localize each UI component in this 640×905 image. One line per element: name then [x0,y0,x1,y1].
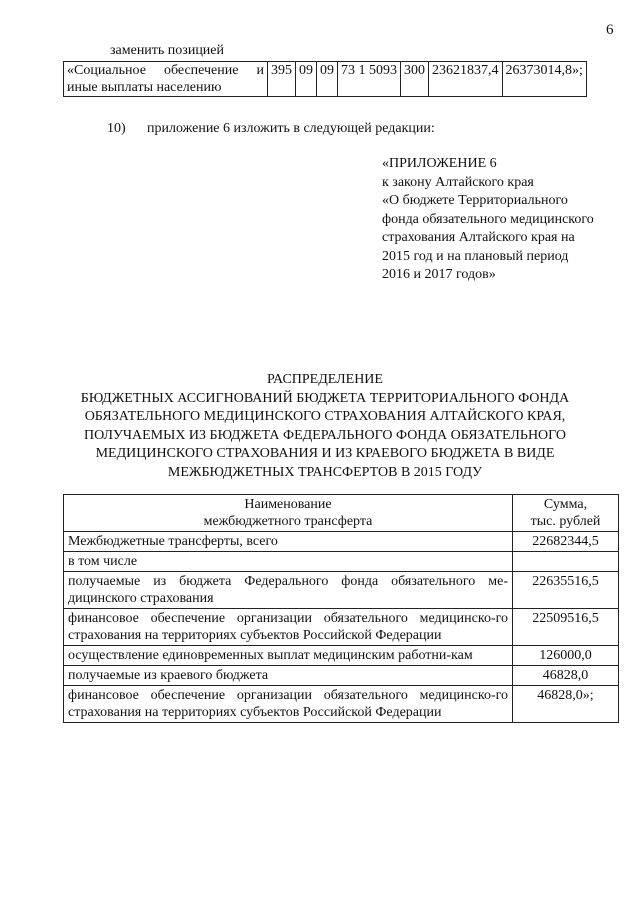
appendix-line: 2015 год и на плановый период [382,248,569,264]
row-sum: 22509516,5 [513,609,619,646]
replacement-row-name [64,62,268,97]
header-name-line2: межбюджетного трансферта [203,514,373,529]
table-row [64,532,619,552]
row-name: финансовое обеспечение организации обязательного медицинско-го страхования на территориях субъектов Российской Федерации [64,609,513,646]
header-sum-line1: Сумма, [543,497,588,512]
replacement-name-line1: «Социальное обеспечение и [67,63,264,78]
row-sum: 22635516,5 [513,572,619,609]
row-sum: 46828,0»; [513,686,619,723]
appendix-line: «ПРИЛОЖЕНИЕ 6 [382,156,497,171]
row-name: в том числе [64,552,513,572]
table-row [64,609,619,646]
replacement-row-table [63,61,587,97]
header-sum [513,495,619,532]
row-name: финансовое обеспечение организации обязательного медицинско-го страхования на территориях субъектов Российской Федерации [64,686,513,723]
row-name: получаемые из краевого бюджета [64,666,513,686]
item-10-number: 10) [107,121,126,136]
header-sum-line2: тыс. рублей [530,514,601,529]
header-name [64,495,513,532]
replacement-cell: 73 1 5093 [338,62,401,97]
row-name: осуществление единовременных выплат медицинским работни-кам [64,646,513,666]
replacement-cell: 300 [401,62,429,97]
table-row [64,62,587,97]
table-row [64,572,619,609]
title-line: ПОЛУЧАЕМЫХ ИЗ БЮДЖЕТА ФЕДЕРАЛЬНОГО ФОНДА ОБЯЗАТЕЛЬНОГО [83,427,567,443]
replacement-name-line2: иные выплаты населению [67,80,222,95]
document-title [60,371,590,482]
appendix-line: «О бюджете Территориального [382,193,568,208]
table-header-row [64,495,619,532]
table-row [64,646,619,666]
table-row [64,666,619,686]
appendix-line: к закону Алтайского края [382,174,534,190]
page-number: 6 [606,22,614,38]
title-line: БЮДЖЕТНЫХ АССИГНОВАНИЙ БЮДЖЕТА ТЕРРИТОРИАЛЬНОГО ФОНДА [80,390,570,406]
replace-label: заменить позицией [110,43,225,58]
header-name-line1: Наименование [244,497,332,512]
appendix-header [382,155,594,285]
replacement-cell: 26373014,8»; [502,62,586,97]
item-10-text: приложение 6 изложить в следующей редакции: [147,121,435,136]
title-line: МЕЖБЮДЖЕТНЫХ ТРАНСФЕРТОВ В 2015 ГОДУ [167,464,483,480]
appendix-line: фонда обязательного медицинского [382,211,594,227]
row-name: Межбюджетные трансферты, всего [64,532,513,552]
replacement-cell: 09 [296,62,317,97]
table-row [64,686,619,723]
row-sum: 22682344,5 [513,532,619,552]
replacement-cell: 09 [317,62,338,97]
transfers-table [63,494,619,723]
title-line: МЕДИЦИНСКОГО СТРАХОВАНИЯ И ИЗ КРАЕВОГО БЮДЖЕТА В ВИДЕ [95,446,555,461]
title-line: ОБЯЗАТЕЛЬНОГО МЕДИЦИНСКОГО СТРАХОВАНИЯ АЛТАЙСКОГО КРАЯ, [84,409,566,424]
appendix-line: 2016 и 2017 годов» [382,267,496,282]
table-row [64,552,619,572]
row-sum [513,552,619,572]
item-10 [107,121,435,137]
replacement-cell: 23621837,4 [429,62,503,97]
row-name: получаемые из бюджета Федерального фонда обязательного ме-дицинского страхования [64,572,513,609]
row-sum: 46828,0 [513,666,619,686]
title-line: РАСПРЕДЕЛЕНИЕ [267,372,383,387]
row-sum: 126000,0 [513,646,619,666]
appendix-line: страхования Алтайского края на [382,230,575,245]
replacement-cell: 395 [268,62,296,97]
